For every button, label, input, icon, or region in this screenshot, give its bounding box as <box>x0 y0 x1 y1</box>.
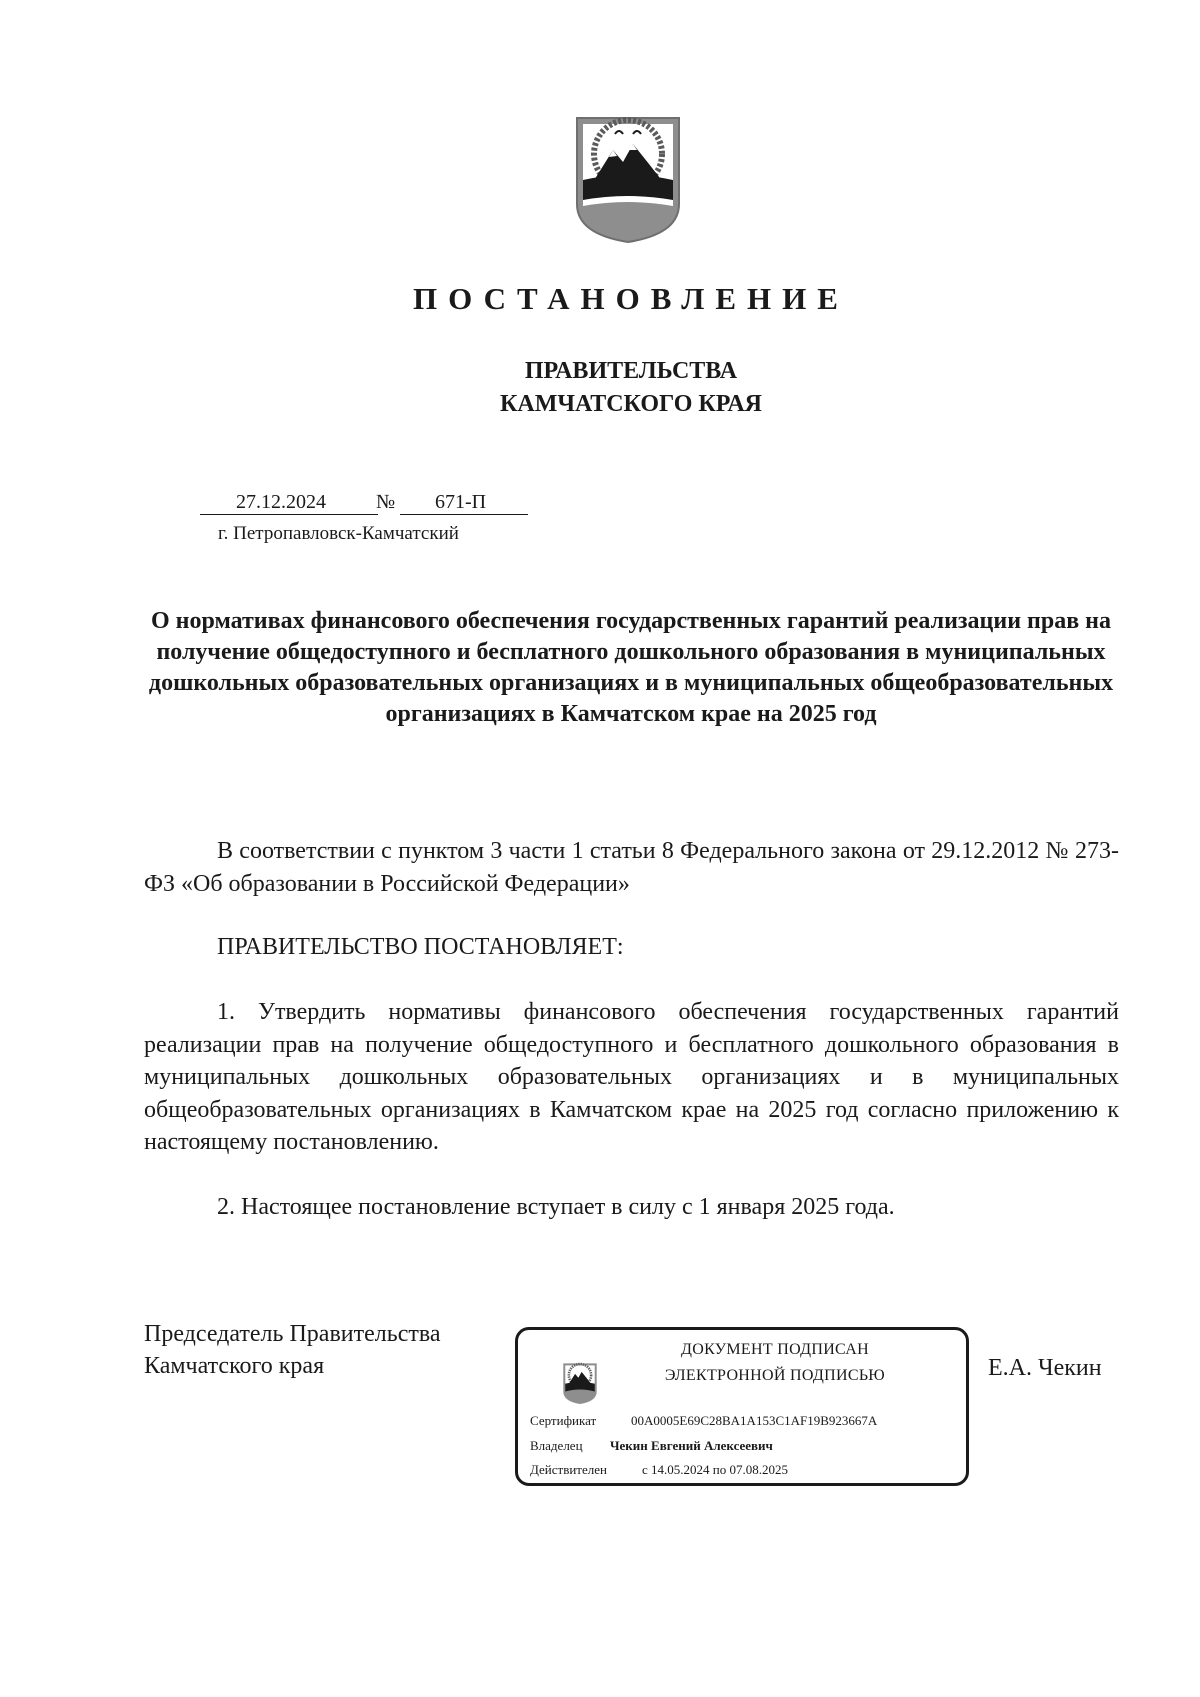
signatory-position-line-2: Камчатского края <box>144 1353 325 1379</box>
resolution-item-1: 1. Утвердить нормативы финансового обеспечения государственных гарантий реализации прав на получение общедоступного и бесплатного дошкольного образования в муниципальных дошкольных образовательных организациях и в муниципальных общеобразовательных организациях в Камчатском крае на 2025 год согласно приложению к настоящему постановлению. <box>144 999 1119 1155</box>
signatory-position <box>144 1318 441 1382</box>
document-number: 671-П <box>435 491 487 513</box>
issuer-heading <box>0 355 1200 421</box>
signatory-name: Е.А. Чекин <box>988 1355 1102 1381</box>
resolves-paragraph: ПРАВИТЕЛЬСТВО ПОСТАНОВЛЯЕТ: <box>217 934 624 960</box>
validity-label: Действителен <box>530 1462 607 1477</box>
certificate-label: Сертификат <box>530 1413 597 1428</box>
number-underline <box>400 514 528 515</box>
number-sign: № <box>376 491 396 513</box>
certificate-value: 00A0005E69C28BA1A153C1AF19B923667A <box>631 1413 878 1428</box>
preamble-paragraph: В соответствии с пунктом 3 части 1 статьи 8 Федерального закона от 29.12.2012 № 273-ФЗ «Об образовании в Российской Федерации» <box>144 838 1119 897</box>
validity-value: с 14.05.2024 по 07.08.2025 <box>642 1462 788 1477</box>
issuer-line-2: КАМЧАТСКОГО КРАЯ <box>499 391 763 417</box>
date-underline <box>200 514 378 515</box>
signatory-position-line-1: Председатель Правительства <box>144 1321 441 1347</box>
document-type-heading: ПОСТАНОВЛЕНИЕ <box>413 281 849 316</box>
stamp-owner-row <box>530 1437 773 1455</box>
stamp-heading-line-1: ДОКУМЕНТ ПОДПИСАН <box>681 1341 869 1358</box>
issuer-line-1: ПРАВИТЕЛЬСТВА <box>524 358 738 384</box>
stamp-certificate-row <box>530 1412 877 1430</box>
document-date: 27.12.2024 <box>236 491 326 513</box>
stamp-validity-row <box>530 1461 788 1479</box>
place-of-issue: г. Петропавловск-Камчатский <box>218 523 459 544</box>
resolution-item-2: 2. Настоящее постановление вступает в силу с 1 января 2025 года. <box>217 1194 895 1220</box>
owner-value: Чекин Евгений Алексеевич <box>610 1438 773 1453</box>
stamp-heading-line-2: ЭЛЕКТРОННОЙ ПОДПИСЬЮ <box>664 1367 886 1384</box>
electronic-signature-stamp <box>515 1327 969 1486</box>
stamp-coat-of-arms-icon <box>562 1360 598 1406</box>
owner-label: Владелец <box>530 1438 583 1453</box>
coat-of-arms-emblem <box>573 112 683 244</box>
document-title: О нормативах финансового обеспечения государственных гарантий реализации прав на получение общедоступного и бесплатного дошкольного образования в муниципальных дошкольных образовательных организациях и в муниципальных общеобразовательных организациях в Камчатском крае на 2025 год <box>148 608 1114 727</box>
